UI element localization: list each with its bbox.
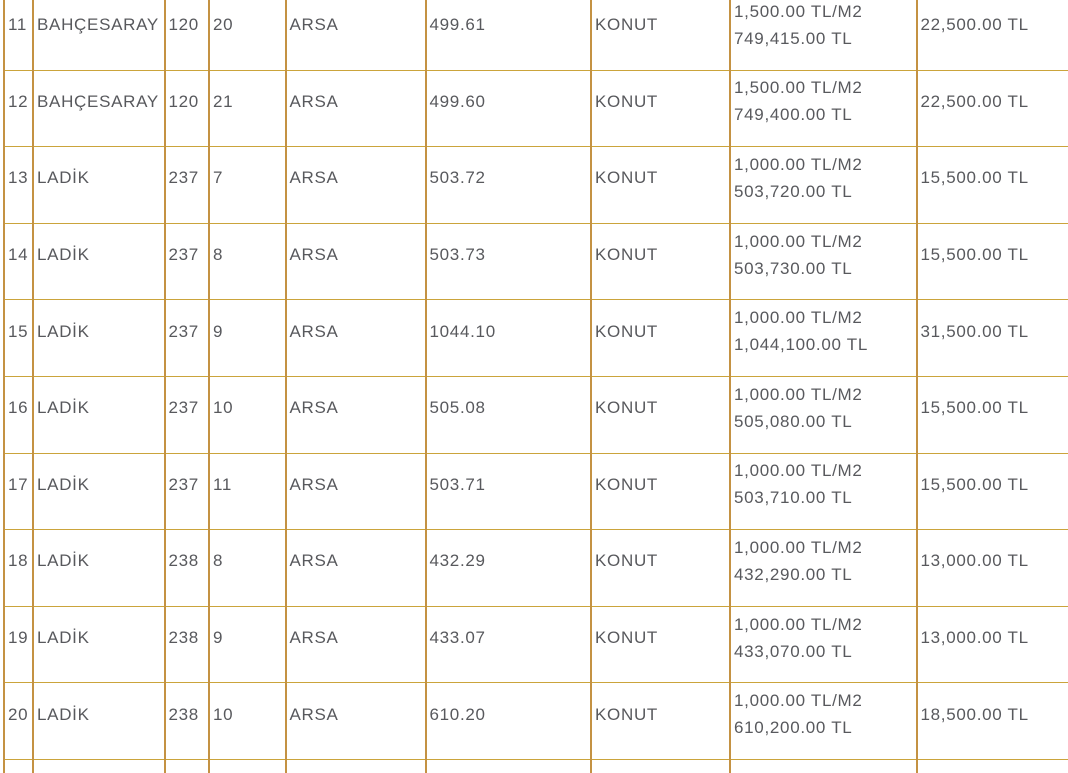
cell-area-m2: 433.07 [426,606,592,683]
cell-neighborhood: LADİK [33,606,165,683]
auction-listing-table [3,0,1068,773]
cell-block-no [165,759,210,773]
table-row [4,530,1068,607]
cell-deposit: 18,500.00 TL [917,683,1068,760]
cell-area-m2: 610.20 [426,683,592,760]
cell-deposit: 15,500.00 TL [917,223,1068,300]
cell-row-number [4,759,33,773]
total-price-text: 432,290.00 TL [734,564,853,584]
table-row [4,223,1068,300]
cell-zoning-status: KONUT [591,530,730,607]
cell-block-no: 238 [165,530,210,607]
cell-row-number: 19 [4,606,33,683]
unit-price-text: 1,000.00 TL/M2 [734,537,863,557]
table-row [4,376,1068,453]
cell-row-number: 12 [4,70,33,147]
cell-parcel-no: 9 [209,300,286,377]
cell-property-type: ARSA [286,147,426,224]
cell-deposit: 22,500.00 TL [917,0,1068,70]
cell-neighborhood: LADİK [33,300,165,377]
cell-row-number: 15 [4,300,33,377]
cell-parcel-no [209,759,286,773]
cell-price [730,453,917,530]
cell-zoning-status: KONUT [591,683,730,760]
cell-parcel-no: 8 [209,223,286,300]
cell-neighborhood: LADİK [33,453,165,530]
cell-block-no: 237 [165,300,210,377]
cell-neighborhood: LADİK [33,530,165,607]
total-price-text: 505,080.00 TL [734,411,853,431]
cell-zoning-status: KONUT [591,70,730,147]
unit-price-text: 1,000.00 TL/M2 [734,154,863,174]
total-price-text: 1,044,100.00 TL [734,335,869,355]
cell-neighborhood: LADİK [33,223,165,300]
cell-row-number: 18 [4,530,33,607]
cell-zoning-status [591,759,730,773]
cell-neighborhood: LADİK [33,147,165,224]
cell-zoning-status: KONUT [591,376,730,453]
total-price-text: 749,415.00 TL [734,28,853,48]
cell-property-type: ARSA [286,376,426,453]
cell-area-m2: 499.60 [426,70,592,147]
cell-deposit: 15,500.00 TL [917,376,1068,453]
cell-row-number: 13 [4,147,33,224]
total-price-text: 749,400.00 TL [734,105,853,125]
cell-zoning-status: KONUT [591,147,730,224]
cell-zoning-status: KONUT [591,606,730,683]
table-row [4,453,1068,530]
cell-neighborhood: LADİK [33,683,165,760]
cell-row-number: 17 [4,453,33,530]
cell-area-m2: 505.08 [426,376,592,453]
cell-property-type: ARSA [286,0,426,70]
cell-area-m2 [426,759,592,773]
table-row [4,759,1068,773]
cell-neighborhood: BAHÇESARAY [33,70,165,147]
cell-neighborhood: BAHÇESARAY [33,0,165,70]
total-price-text: 433,070.00 TL [734,641,853,661]
cell-block-no: 120 [165,0,210,70]
cell-row-number: 16 [4,376,33,453]
cell-price [730,606,917,683]
cell-price [730,376,917,453]
cell-deposit: 15,500.00 TL [917,147,1068,224]
table-body [4,0,1068,773]
cell-area-m2: 1044.10 [426,300,592,377]
cell-zoning-status: KONUT [591,0,730,70]
cell-price [730,223,917,300]
cell-neighborhood: LADİK [33,376,165,453]
unit-price-text: 1,500.00 TL/M2 [734,1,863,21]
cell-row-number: 14 [4,223,33,300]
cell-zoning-status: KONUT [591,223,730,300]
cell-parcel-no: 8 [209,530,286,607]
cell-block-no: 238 [165,606,210,683]
unit-price-text: 1,000.00 TL/M2 [734,308,863,328]
cell-property-type: ARSA [286,300,426,377]
cell-block-no: 237 [165,376,210,453]
cell-parcel-no: 20 [209,0,286,70]
table-row [4,0,1068,70]
table-row [4,300,1068,377]
cell-price [730,70,917,147]
cell-deposit: 31,500.00 TL [917,300,1068,377]
total-price-text: 503,710.00 TL [734,488,853,508]
cell-price [730,683,917,760]
cell-parcel-no: 10 [209,683,286,760]
cell-property-type: ARSA [286,683,426,760]
cell-area-m2: 503.73 [426,223,592,300]
total-price-text: 503,720.00 TL [734,181,853,201]
cell-property-type: ARSA [286,453,426,530]
cell-property-type: ARSA [286,606,426,683]
cell-deposit: 22,500.00 TL [917,70,1068,147]
table-row [4,147,1068,224]
cell-block-no: 237 [165,223,210,300]
cell-block-no: 238 [165,683,210,760]
cell-block-no: 120 [165,70,210,147]
cell-deposit: 15,500.00 TL [917,453,1068,530]
unit-price-text: 1,000.00 TL/M2 [734,461,863,481]
cell-area-m2: 503.72 [426,147,592,224]
cell-property-type: ARSA [286,223,426,300]
cell-deposit: 13,000.00 TL [917,530,1068,607]
cell-deposit: 13,000.00 TL [917,606,1068,683]
table-row [4,70,1068,147]
table-row [4,606,1068,683]
cell-neighborhood [33,759,165,773]
total-price-text: 610,200.00 TL [734,718,853,738]
cell-price [730,147,917,224]
unit-price-text: 1,000.00 TL/M2 [734,384,863,404]
unit-price-text: 1,000.00 TL/M2 [734,691,863,711]
cell-price [730,300,917,377]
cell-parcel-no: 21 [209,70,286,147]
cell-area-m2: 432.29 [426,530,592,607]
cell-row-number: 11 [4,0,33,70]
cell-deposit [917,759,1068,773]
cell-zoning-status: KONUT [591,300,730,377]
cell-block-no: 237 [165,147,210,224]
cell-parcel-no: 9 [209,606,286,683]
cell-property-type: ARSA [286,530,426,607]
unit-price-text: 1,000.00 TL/M2 [734,614,863,634]
cell-area-m2: 503.71 [426,453,592,530]
cell-block-no: 237 [165,453,210,530]
unit-price-text: 1,000.00 TL/M2 [734,231,863,251]
table-row [4,683,1068,760]
cell-parcel-no: 11 [209,453,286,530]
cell-price [730,0,917,70]
unit-price-text: 1,500.00 TL/M2 [734,78,863,98]
cell-row-number: 20 [4,683,33,760]
cell-price [730,530,917,607]
total-price-text: 503,730.00 TL [734,258,853,278]
cell-zoning-status: KONUT [591,453,730,530]
cell-property-type: ARSA [286,70,426,147]
cell-area-m2: 499.61 [426,0,592,70]
cell-parcel-no: 10 [209,376,286,453]
cell-price [730,759,917,773]
cell-property-type [286,759,426,773]
cell-parcel-no: 7 [209,147,286,224]
